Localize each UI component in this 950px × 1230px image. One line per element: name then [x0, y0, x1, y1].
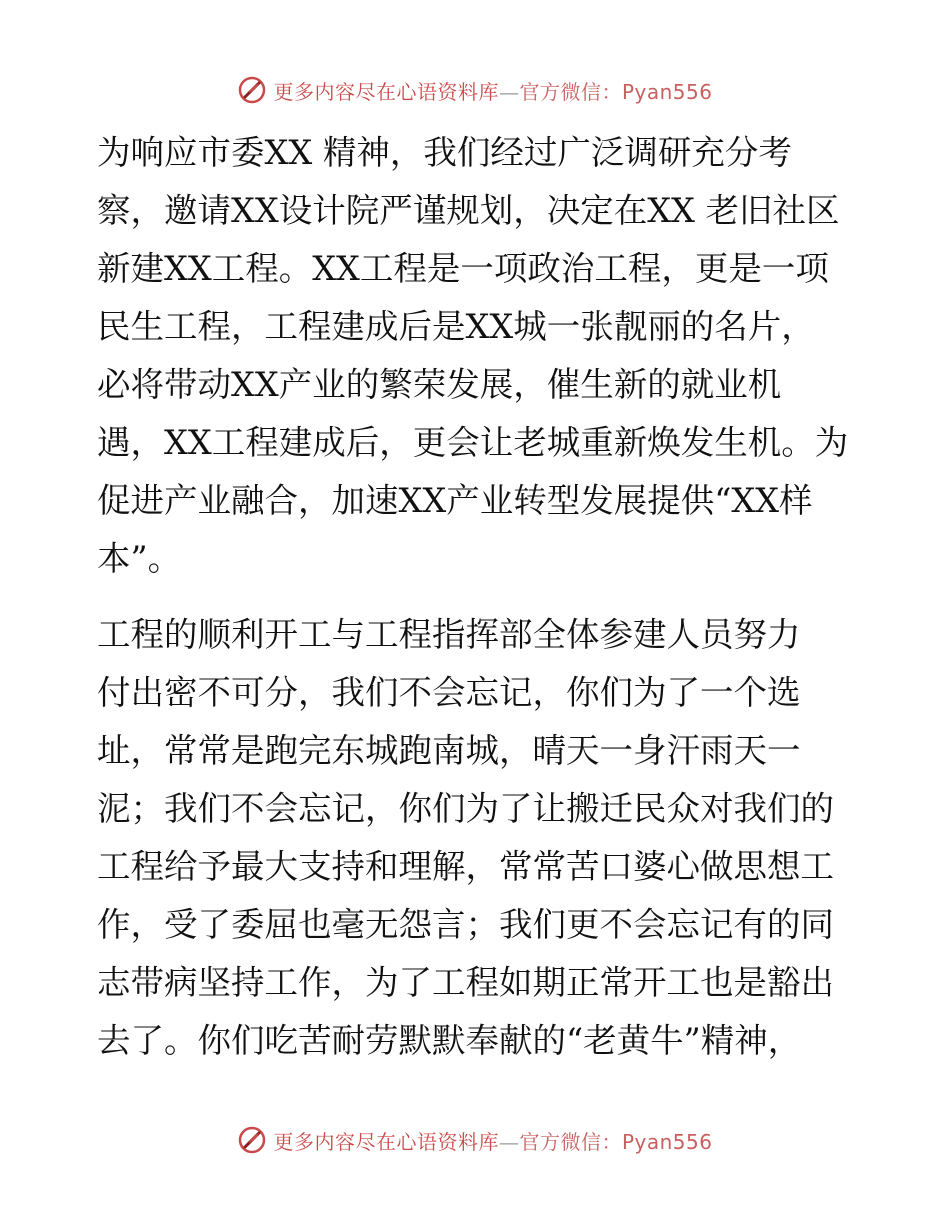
- feather-logo-icon: [237, 1125, 267, 1155]
- paragraph-line: 付出密不可分，我们不会忘记，你们为了一个选: [97, 673, 801, 712]
- paragraph-line: 泥；我们不会忘记，你们为了让搬迁民众对我们的: [97, 789, 834, 828]
- paragraph-line: 必将带动XX产业的繁荣发展，催生新的就业机: [97, 365, 782, 404]
- paragraph-line: 察，邀请XX设计院严谨规划，决定在XX 老旧社区: [97, 191, 840, 230]
- header-banner-text: [273, 76, 712, 105]
- paragraph-line: 民生工程，工程建成后是XX城一张靓丽的名片，: [97, 307, 815, 346]
- header-watermark-banner: [0, 70, 950, 110]
- paragraph-line: 作，受了委屈也毫无怨言；我们更不会忘记有的同: [97, 905, 834, 944]
- feather-logo-icon: [237, 75, 267, 105]
- paragraph-line: 去了。你们吃苦耐劳默默奉献的“老黄牛”精神，: [97, 1021, 802, 1060]
- paragraph-line: 工程给予最大支持和理解，常常苦口婆心做思想工: [97, 847, 834, 886]
- header-banner-main: 更多内容尽在心语资料库: [273, 79, 499, 104]
- footer-banner-text: [273, 1126, 712, 1155]
- paragraph-1: [97, 124, 857, 588]
- paragraph-line: 志带病坚持工作，为了工程如期正常开工也是豁出: [97, 963, 834, 1002]
- paragraph-line: 新建XX工程。XX工程是一项政治工程，更是一项: [97, 249, 829, 288]
- document-body: [97, 124, 857, 1070]
- header-banner-sep: —: [498, 79, 520, 104]
- paragraph-line: 遇，XX工程建成后，更会让老城重新焕发生机。为: [97, 423, 849, 462]
- header-banner-wechat: 官方微信：Pyan556: [519, 79, 713, 104]
- paragraph-line: 为响应市委XX 精神，我们经过广泛调研充分考: [97, 133, 792, 172]
- footer-banner-sep: —: [498, 1129, 520, 1154]
- paragraph-line: 工程的顺利开工与工程指挥部全体参建人员努力: [97, 615, 801, 654]
- footer-watermark-banner: [0, 1120, 950, 1160]
- paragraph-line: 促进产业融合，加速XX产业转型发展提供“XX样: [97, 481, 813, 520]
- footer-banner-main: 更多内容尽在心语资料库: [273, 1129, 499, 1154]
- paragraph-line: 址，常常是跑完东城跑南城，晴天一身汗雨天一: [97, 731, 801, 770]
- paragraph-line: 本”。: [97, 539, 182, 578]
- paragraph-2: [97, 606, 857, 1070]
- footer-banner-wechat: 官方微信：Pyan556: [519, 1129, 713, 1154]
